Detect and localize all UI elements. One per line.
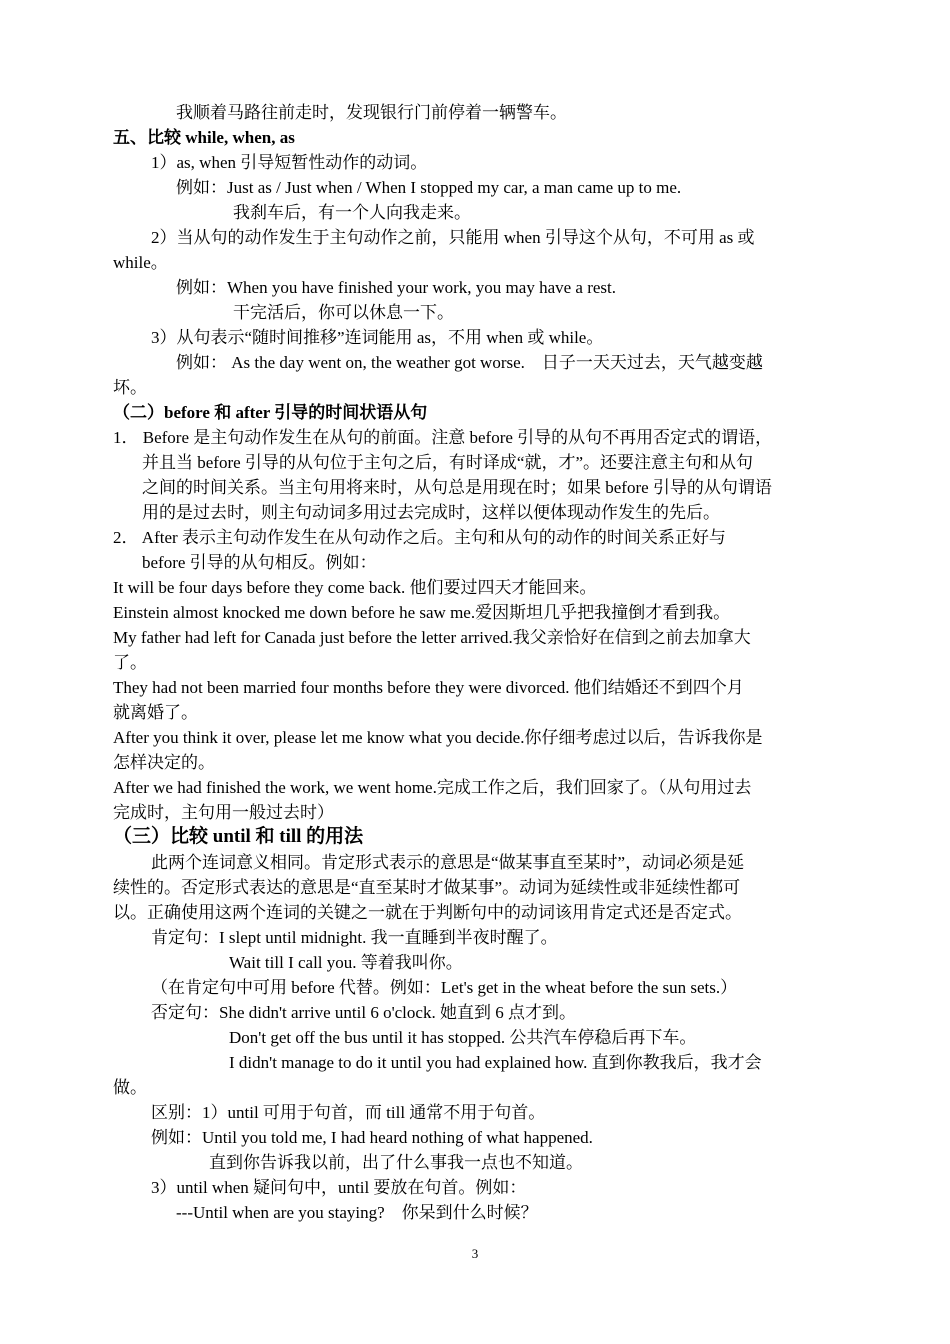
text-line: 此两个连词意义相同。肯定形式表示的意思是“做某事直至某时”，动词必须是延 [151,853,745,872]
example-line: Einstein almost knocked me down before he saw me.爱因斯坦几乎把我撞倒才看到我。 [113,603,731,622]
text-line: 例如：Just as / Just when / When I stopped my car, a man came up to me. [176,178,682,197]
text-line: 3）until when 疑问句中，until 要放在句首。例如： [151,1178,527,1197]
text-line: 以。正确使用这两个连词的关键之一就在于判断句中的动词该用肯定式还是否定式。 [113,903,742,922]
text-line: 例如：Until you told me, I had heard nothing of what happened. [151,1128,593,1147]
text-line: 坏。 [113,378,147,397]
text-line: 肯定句：I slept until midnight. 我一直睡到半夜时醒了。 [151,928,558,947]
text-line: 区别：1）until 可用于句首，而 till 通常不用于句首。 [151,1103,546,1122]
list-item: 2． After 表示主句动作发生在从句动作之后。主句和从句的动作的时间关系正好与 [113,528,726,547]
section-heading: 五、比较 while, when, as [113,128,295,147]
text-line: 干完活后，你可以休息一下。 [233,303,454,322]
list-item: 1． Before 是主句动作发生在从句的前面。注意 before 引导的从句不再用否定式的谓语， [113,428,773,447]
text-line: ---Until when are you staying? 你呆到什么时候？ [176,1203,538,1222]
text-line: 做。 [113,1078,147,1097]
section-heading: （二）before 和 after 引导的时间状语从句 [113,403,428,422]
text-line: Don't get off the bus until it has stopped. 公共汽车停稳后再下车。 [229,1028,697,1047]
example-line: My father had left for Canada just before the letter arrived.我父亲恰好在信到之前去加拿大 [113,628,751,647]
text-line: I didn't manage to do it until you had explained how. 直到你教我后，我才会 [229,1053,762,1072]
example-line: After you think it over, please let me know what you decide.你仔细考虑过以后，告诉我你是 [113,728,763,747]
text-line: 了。 [113,653,147,672]
text-line: while。 [113,253,168,272]
text-line: 直到你告诉我以前，出了什么事我一点也不知道。 [209,1153,583,1172]
text-line: 2）当从句的动作发生于主句动作之前，只能用 when 引导这个从句，不可用 as 或 [151,228,755,247]
text-line: （在肯定句中可用 before 代替。例如：Let's get in the wheat before the sun sets.） [151,978,738,997]
section-heading: （三）比较 until 和 till 的用法 [113,826,364,847]
text-line: 怎样决定的。 [113,753,215,772]
text-line: 续性的。否定形式表达的意思是“直至某时才做某事”。动词为延续性或非延续性都可 [113,878,741,897]
example-line: It will be four days before they come back. 他们要过四天才能回来。 [113,578,597,597]
text-line: before 引导的从句相反。例如： [142,553,377,572]
text-line: 3）从句表示“随时间推移”连词能用 as，不用 when 或 while。 [151,328,604,347]
text-line: 之间的时间关系。当主句用将来时，从句总是用现在时；如果 before 引导的从句谓语 [142,478,772,497]
text-line: 否定句：She didn't arrive until 6 o'clock. 她直到 6 点才到。 [151,1003,576,1022]
example-line: After we had finished the work, we went home.完成工作之后，我们回家了。（从句用过去 [113,778,752,797]
example-line: They had not been married four months before they were divorced. 他们结婚还不到四个月 [113,678,744,697]
text-line: 我顺着马路往前走时，发现银行门前停着一辆警车。 [176,103,567,122]
text-line: 就离婚了。 [113,703,198,722]
text-line: 例如：When you have finished your work, you may have a rest. [176,278,616,297]
text-line: 我刹车后，有一个人向我走来。 [233,203,471,222]
page-number: 3 [471,1246,479,1261]
text-line: 完成时，主句用一般过去时） [113,803,334,822]
text-line: 1）as, when 引导短暂性动作的动词。 [151,153,428,172]
text-line: 用的是过去时，则主句动词多用过去完成时，这样以便体现动作发生的先后。 [142,503,720,522]
text-line: 例如： As the day went on, the weather got worse. 日子一天天过去，天气越变越 [176,353,763,372]
text-line: 并且当 before 引导的从句位于主句之后，有时译成“就，才”。还要注意主句和从句 [142,453,754,472]
text-line: Wait till I call you. 等着我叫你。 [229,953,463,972]
